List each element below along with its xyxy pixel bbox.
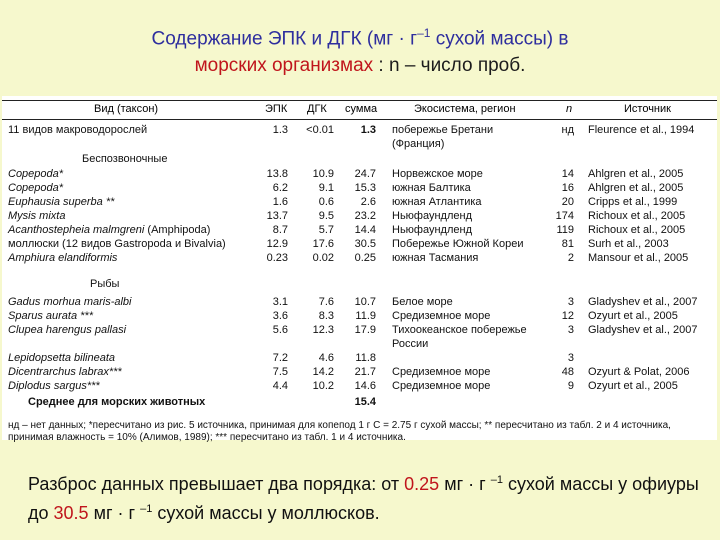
cell-eco: Белое море (392, 296, 453, 308)
cell-epa: 7.5 (272, 366, 288, 378)
cell-src: Mansour et al., 2005 (588, 252, 689, 264)
conclusion-text: Разброс данных превышает два порядка: от 0.25 мг · г $^{-1}$ сухой массы у офиуры до 30.5 мг · г $^{-1}$ сухой массы у моллюсков. (28, 474, 699, 523)
cell-eco: Норвежское море (392, 168, 483, 180)
cell-n: 14 (561, 168, 574, 180)
cell-src: Richoux et al., 2005 (588, 224, 686, 236)
cell-eco: Средиземное море (392, 380, 491, 392)
cell-sum: 11.8 (355, 352, 376, 364)
cell-dha: 10.2 (312, 380, 334, 392)
cell-n: 81 (561, 238, 574, 250)
cell-sum: 24.7 (354, 168, 376, 180)
footnote: нд – нет данных; *пересчитано из рис. 5 источника, принимая для копепод 1 г С = 2.75 г сухой массы; ** пересчитано из табл. 2 и 4 источника, принимая влажность = 10% (Алимов, 1989); *** пересчитано из табл. 1 и 4 источника. (8, 420, 671, 443)
cell-epa: 13.7 (266, 210, 288, 222)
cell-taxon: 11 видов макроводорослей (8, 124, 148, 136)
cell-eco: южная Атлантика (392, 196, 482, 208)
cell-n: 9 (567, 380, 574, 392)
cell-taxon: Gadus morhua maris-albi (8, 296, 132, 308)
cell-n: 2 (567, 252, 574, 264)
header-epa: ЭПК (265, 103, 288, 115)
section-invertebrates: Беспозвоночные (82, 153, 168, 165)
cell-taxon: Diplodus sargus*** (8, 380, 100, 392)
cell-sum: 14.6 (354, 380, 376, 392)
cell-sum: 15.3 (354, 182, 376, 194)
cell-epa: 1.6 (272, 196, 288, 208)
cell-eco: Ньюфаундленд (392, 210, 472, 222)
average-label: Среднее для морских животных (28, 396, 206, 408)
cell-dha: 4.6 (318, 352, 334, 364)
cell-n: 12 (561, 310, 574, 322)
cell-sum: 11.9 (355, 310, 376, 322)
average-value: 15.4 (354, 396, 376, 408)
cell-taxon: Copepoda* (8, 182, 64, 194)
cell-src: Ozyurt et al., 2005 (588, 380, 678, 392)
cell-eco: Тихоокеанское побережье (392, 324, 527, 336)
cell-dha: 7.6 (318, 296, 334, 308)
table-header (2, 100, 717, 120)
cell-taxon: моллюски (12 видов Gastropoda и Bivalvia) (8, 238, 226, 250)
cell-n: 48 (561, 366, 574, 378)
cell-sum: 23.2 (354, 210, 376, 222)
cell-sum: 10.7 (354, 296, 376, 308)
cell-sum: 0.25 (354, 252, 376, 264)
cell-taxon: Lepidopsetta bilineata (8, 352, 116, 364)
cell-src: Gladyshev et al., 2007 (588, 296, 698, 308)
cell-dha: 10.9 (312, 168, 334, 180)
cell-n: нд (561, 124, 574, 136)
cell-eco: Ньюфаундленд (392, 224, 472, 236)
section-fish: Рыбы (90, 278, 120, 290)
cell-sum: 1.3 (360, 124, 376, 136)
cell-n: 119 (556, 224, 574, 236)
slide-title (0, 20, 720, 79)
cell-dha: 9.5 (318, 210, 334, 222)
header-dha: ДГК (307, 103, 327, 115)
cell-taxon: Mysis mixta (8, 210, 66, 222)
cell-taxon-wrap (8, 224, 210, 237)
cell-taxon: Euphausia superba ** (8, 196, 115, 208)
cell-dha: <0.01 (306, 124, 334, 136)
cell-taxon: Dicentrarchus labrax*** (8, 366, 122, 378)
cell-taxon: Amphiura elandiformis (8, 252, 118, 264)
cell-sum: 14.4 (354, 224, 376, 236)
cell-eco: Побережье Южной Кореи (392, 238, 524, 250)
cell-epa: 12.9 (266, 238, 288, 250)
header-source: Источник (624, 103, 671, 115)
cell-n: 20 (561, 196, 574, 208)
cell-n: 174 (555, 210, 574, 222)
cell-src: Ozyurt & Polat, 2006 (588, 366, 690, 378)
cell-src: Gladyshev et al., 2007 (588, 324, 698, 336)
cell-dha: 9.1 (318, 182, 334, 194)
cell-sum: 17.9 (354, 324, 376, 336)
max-value: 30.5 (53, 503, 89, 523)
cell-epa: 0.23 (266, 252, 288, 264)
header-ecosystem: Экосистема, регион (414, 103, 516, 115)
cell-dha: 8.3 (318, 310, 334, 322)
cell-dha: 14.2 (312, 366, 334, 378)
cell-src: Surh et al., 2003 (588, 238, 669, 250)
cell-epa: 1.3 (272, 124, 288, 136)
header-taxon: Вид (таксон) (94, 103, 159, 115)
cell-src: Ozyurt et al., 2005 (588, 310, 678, 322)
cell-src: Richoux et al., 2005 (588, 210, 686, 222)
cell-dha: 17.6 (312, 238, 334, 250)
cell-dha: 12.3 (312, 324, 334, 336)
cell-dha: 0.02 (312, 252, 334, 264)
cell-epa: 6.2 (272, 182, 288, 194)
cell-epa: 5.6 (272, 324, 288, 336)
data-table (2, 96, 717, 443)
cell-sum: 2.6 (360, 196, 376, 208)
cell-src: Cripps et al., 1999 (588, 196, 678, 208)
cell-epa: 8.7 (272, 224, 288, 236)
cell-epa: 13.8 (266, 168, 288, 180)
cell-taxon-suffix: (Amphipoda) (144, 224, 211, 236)
cell-eco-line2: России (392, 338, 429, 350)
header-n: n (566, 103, 573, 115)
cell-sum: 21.7 (354, 366, 376, 378)
min-value: 0.25 (404, 474, 440, 494)
cell-eco: южная Балтика (392, 182, 471, 194)
cell-eco: Средиземное море (392, 366, 491, 378)
cell-taxon: Acanthostepheia malmgreni (8, 224, 145, 236)
cell-epa: 3.6 (272, 310, 288, 322)
cell-taxon: Clupea harengus pallasi (8, 324, 127, 336)
cell-eco: южная Тасмания (392, 252, 479, 264)
cell-dha: 0.6 (318, 196, 334, 208)
cell-taxon: Sparus aurata *** (8, 310, 93, 322)
title-line-2: морских организмах : n – число проб. (194, 55, 526, 77)
cell-sum: 30.5 (354, 238, 376, 250)
cell-epa: 3.1 (272, 296, 288, 308)
cell-taxon: Copepoda* (8, 168, 64, 180)
cell-n: 3 (567, 296, 574, 308)
cell-eco-line2: (Франция) (392, 138, 445, 150)
cell-n: 16 (561, 182, 574, 194)
title-line-1: Содержание ЭПК и ДГК ($мг \cdot г^{-1}$ сухой массы) в (151, 26, 569, 50)
cell-n: 3 (567, 352, 574, 364)
cell-epa: 4.4 (272, 380, 288, 392)
cell-src: Ahlgren et al., 2005 (588, 168, 684, 180)
cell-epa: 7.2 (272, 352, 288, 364)
cell-n: 3 (567, 324, 574, 336)
cell-eco: побережье Бретани (392, 124, 494, 136)
cell-src: Fleurence et al., 1994 (588, 124, 695, 136)
cell-eco: Средиземное море (392, 310, 491, 322)
cell-dha: 5.7 (318, 224, 334, 236)
header-sum: сумма (345, 103, 378, 115)
cell-src: Ahlgren et al., 2005 (588, 182, 684, 194)
